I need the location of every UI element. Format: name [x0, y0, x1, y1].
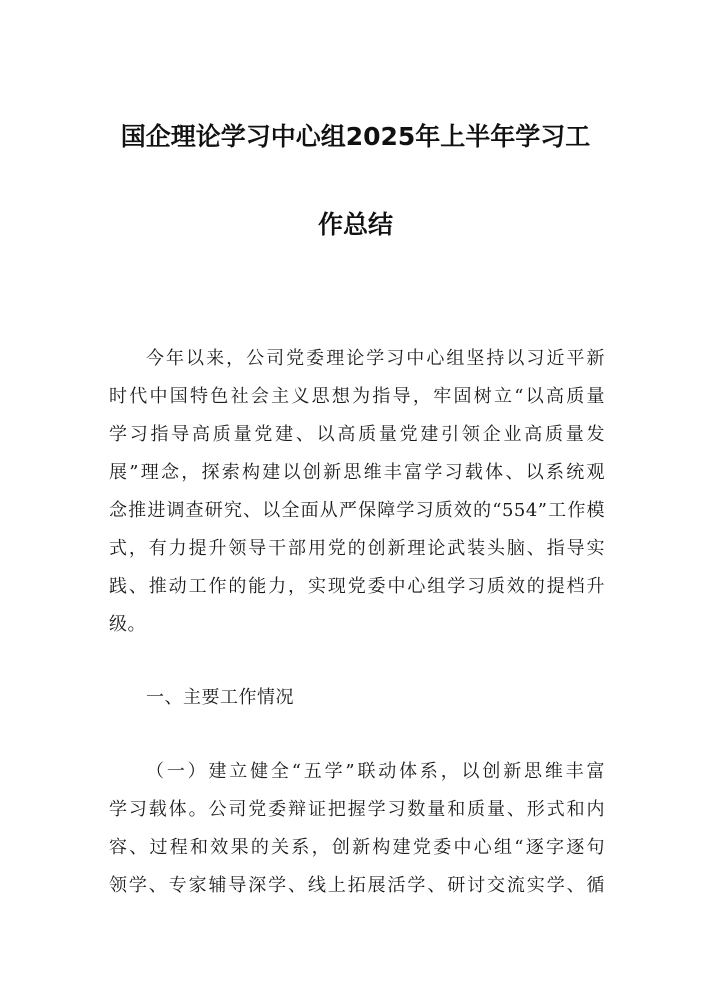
- paragraph-line: 学习指导高质量党建、以高质量党建引领企业高质量发: [109, 424, 605, 445]
- paragraph-line: 级。: [109, 614, 146, 635]
- paragraph-line: 念推进调查研究、以全面从严保障学习质效的“554”工作模: [109, 500, 605, 521]
- section-heading: 一、主要工作情况: [146, 687, 294, 708]
- document-title-line-1: 国企理论学习中心组2025年上半年学习工: [120, 122, 591, 151]
- paragraph-line: 领学、专家辅导深学、线上拓展活学、研讨交流实学、循: [109, 875, 605, 896]
- paragraph-line: （一）建立健全“五学”联动体系，以创新思维丰富: [146, 761, 605, 782]
- paragraph-line: 展”理念，探索构建以创新思维丰富学习载体、以系统观: [109, 462, 605, 483]
- paragraph-line: 学习载体。公司党委辩证把握学习数量和质量、形式和内: [109, 799, 605, 820]
- paragraph-line: 时代中国特色社会主义思想为指导，牢固树立“以高质量: [109, 386, 605, 407]
- paragraph-line: 践、推动工作的能力，实现党委中心组学习质效的提档升: [109, 576, 605, 597]
- paragraph-line: 式，有力提升领导干部用党的创新理论武装头脑、指导实: [109, 538, 605, 559]
- document-title-line-2: 作总结: [317, 210, 393, 239]
- paragraph-line: 容、过程和效果的关系，创新构建党委中心组“逐字逐句: [109, 837, 605, 858]
- paragraph-line: 今年以来，公司党委理论学习中心组坚持以习近平新: [146, 348, 605, 369]
